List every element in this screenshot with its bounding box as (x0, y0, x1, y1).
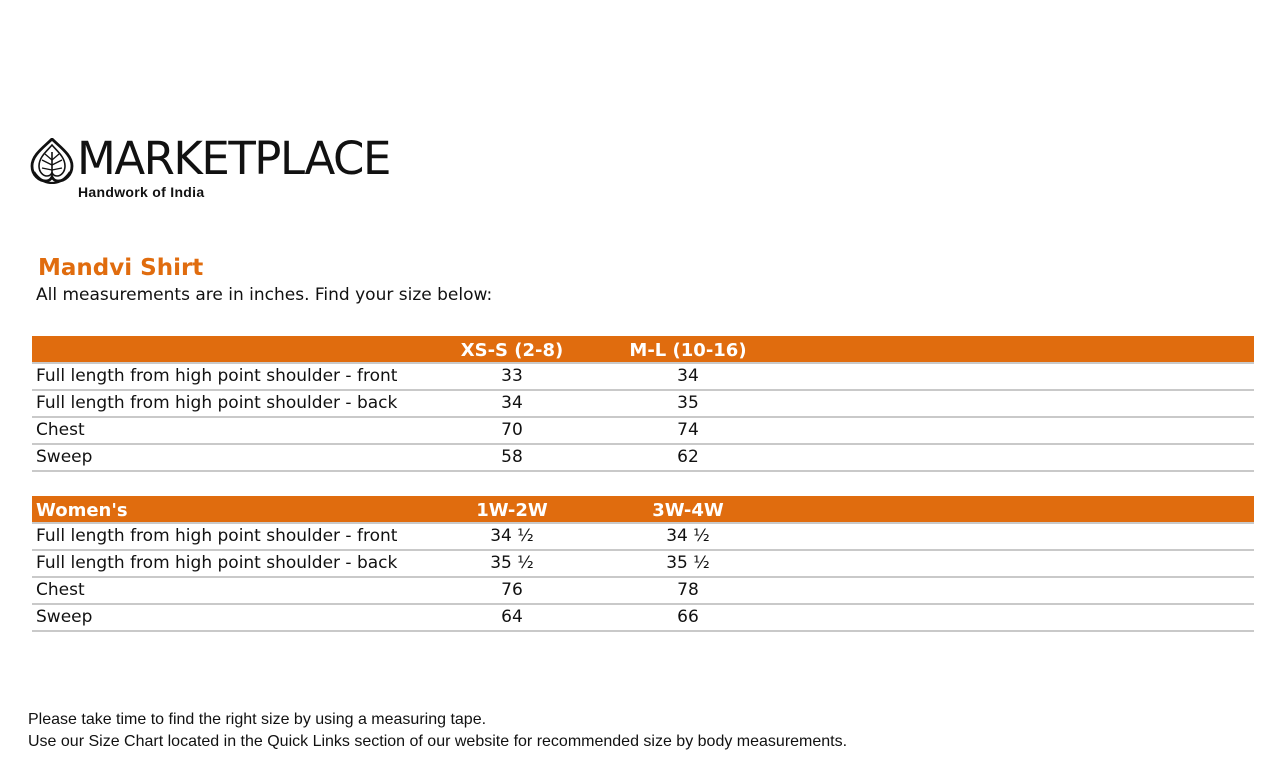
footer-line: Please take time to find the right size by using a measuring tape. (28, 711, 487, 728)
measurement-value: 35 (677, 393, 699, 413)
size-table-womens (32, 496, 1254, 632)
measurement-value: 70 (501, 420, 523, 440)
measurement-label: Sweep (36, 607, 93, 627)
measurement-value: 62 (677, 447, 699, 467)
header-size-3w-4w: 3W-4W (652, 500, 724, 521)
header-size-1w-2w: 1W-2W (476, 500, 548, 521)
measurement-value: 64 (501, 607, 523, 627)
header-size-m-l: M-L (10-16) (629, 340, 747, 361)
table-row (32, 418, 1254, 445)
table-row (32, 605, 1254, 632)
table-row (32, 524, 1254, 551)
table-row (32, 551, 1254, 578)
footer-note (28, 709, 847, 753)
measurement-value: 34 ½ (490, 526, 534, 546)
brand-tagline: Handwork of India (78, 184, 205, 200)
measurement-label: Full length from high point shoulder - front (36, 526, 398, 546)
measurement-value: 76 (501, 580, 523, 600)
table-row (32, 578, 1254, 605)
measurement-value: 74 (677, 420, 699, 440)
brand-name: MARKETPLACE (77, 132, 390, 185)
measurement-value: 35 ½ (490, 553, 534, 573)
measurement-value: 34 ½ (666, 526, 710, 546)
product-subtitle: All measurements are in inches. Find your size below: (36, 285, 493, 305)
measurement-label: Sweep (36, 447, 93, 467)
measurement-value: 35 ½ (666, 553, 710, 573)
measurement-value: 66 (677, 607, 699, 627)
measurement-value: 34 (501, 393, 523, 413)
header-size-xs-s: XS-S (2-8) (460, 340, 564, 361)
measurement-label: Full length from high point shoulder - back (36, 393, 398, 413)
table-row (32, 391, 1254, 418)
table-row (32, 445, 1254, 472)
paisley-leaf-icon (30, 138, 74, 184)
table-header-row (32, 336, 1254, 364)
measurement-label: Full length from high point shoulder - back (36, 553, 398, 573)
measurement-value: 58 (501, 447, 523, 467)
footer-line: Use our Size Chart located in the Quick Links section of our website for recommended size by body measurements. (28, 733, 848, 750)
measurement-label: Chest (36, 580, 85, 600)
measurement-value: 34 (677, 366, 699, 386)
measurement-value: 78 (677, 580, 699, 600)
table-row (32, 364, 1254, 391)
table-header-row (32, 496, 1254, 524)
brand-logo (30, 132, 410, 204)
header-label: Women's (36, 500, 128, 521)
product-title: Mandvi Shirt (38, 255, 204, 281)
measurement-label: Full length from high point shoulder - front (36, 366, 398, 386)
measurement-value: 33 (501, 366, 523, 386)
size-table-standard (32, 336, 1254, 472)
measurement-label: Chest (36, 420, 85, 440)
